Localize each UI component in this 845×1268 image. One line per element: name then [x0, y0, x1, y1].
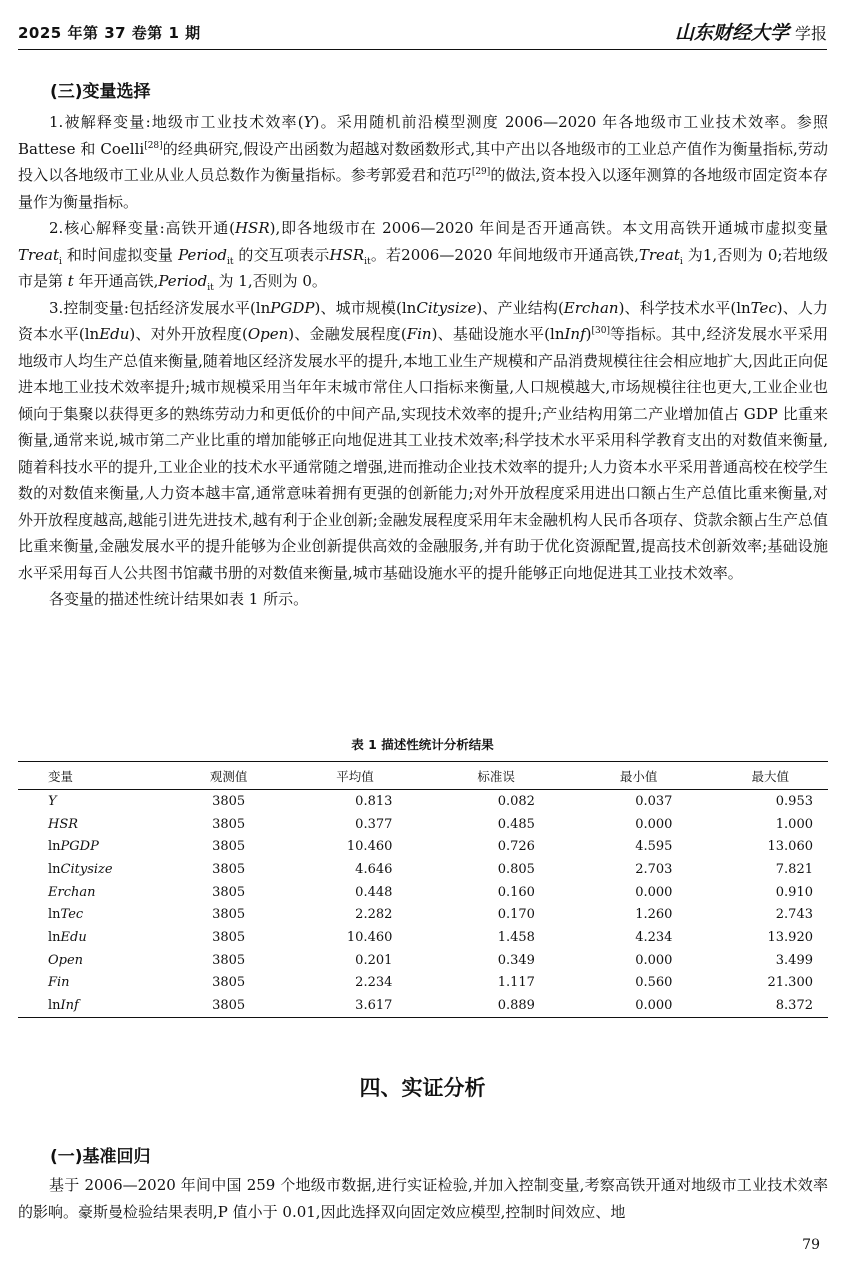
- cell-mean: 2.234: [355, 975, 393, 991]
- cell-min: 4.234: [635, 929, 673, 945]
- cell-mean: 2.282: [355, 907, 393, 923]
- cell-variable: Y: [48, 793, 57, 809]
- cell-observations: 3805: [212, 929, 246, 945]
- cell-std-error: 1.117: [497, 975, 535, 991]
- cell-variable: lnInf: [18, 994, 175, 1017]
- paragraph-baseline: 基于 2006—2020 年间中国 259 个地级市数据,进行实证检验,并加入控制变量,考察高铁开通对地级市工业技术效率的影响。豪斯曼检验结果表明,P 值小于 0.01,因此选择双向固定效应模型,控制时间效应、地: [18, 1176, 828, 1221]
- cell-variable: Open: [48, 952, 84, 968]
- cell-min: 4.595: [635, 839, 673, 855]
- journal-suffix: 学报: [794, 24, 827, 43]
- cell-observations: 3805: [212, 975, 246, 991]
- column-header: 平均值: [283, 762, 428, 790]
- cell-min: 0.037: [635, 793, 673, 809]
- cell-observations: 3805: [175, 994, 283, 1017]
- paragraph-core-variable: 2.核心解释变量:高铁开通(HSR),即各地级市在 2006—2020 年间是否开通高铁。本文用高铁开通城市虚拟变量 Treat$_i$ 和时间虚拟变量 Period$_{it}$ 的交互项表示$HSR_{it}$。若2006—2020 年间地级市开通高铁,Treat$_i$ 为1,否则为 0;若地级市是第 t 年开通高铁,Period$_{it}$ 为 1,否则为 0。: [18, 219, 828, 293]
- cell-max: 0.910: [775, 884, 813, 900]
- cell-variable: Erchan: [48, 884, 96, 900]
- cell-observations: 3805: [212, 816, 246, 832]
- journal-issue: 2025 年第 37 卷第 1 期: [18, 24, 201, 42]
- paragraph-control-variables: 3.控制变量:包括经济发展水平(lnPGDP)、城市规模(lnCitysize)、产业结构(Erchan)、科学技术水平(lnTec)、人力资本水平(lnEdu)、对外开放程度(Open)、金融发展程度(Fin)、基础设施水平(lnInf)[30]等指标。其中,经济发展水平采用地级市人均生产总值来衡量,随着地区经济发展水平的提升,本地工业生产规模和产品消费规模往往会相应地扩大,因此正向促进本地工业技术效率提升;城市规模采用当年年末城市常住人口指标来衡量,人口规模越大,市场规模往往也更大,工业企业也倾向于集聚以获得更多的熟练劳动力和更低价的中间产品,实现技术效率的提升;产业结构用第二产业增加值占 GDP 比重来衡量,通常来说,城市第二产业比重的增加能够正向地促进其工业技术效率;科学技术水平采用科学教育支出的对数值来衡量,随着科技水平的提升,工业企业的技术水平通常随之增强,进而推动企业技术效率的提升;人力资本水平采用普通高校在校学生数的对数值来衡量,人力资本越丰富,通常意味着拥有更强的创新能力;对外开放程度采用进出口额占生产总值比重来衡量,对外开放程度越高,越能引进先进技术,越有利于企业创新;金融发展程度采用年末金融机构人民币各项存、贷款余额占生产总值比重来衡量,金融发展水平的提升能够为企业创新提供高效的金融服务,并有助于优化资源配置,提高技术创新效率;基础设施水平采用每百人公共图书馆藏书册的对数值来衡量,城市基础设施水平的提升能够正向地促进其工业技术效率。: [18, 298, 828, 582]
- cell-observations: 3805: [212, 952, 246, 968]
- section-title-empirical: 四、实证分析: [359, 1076, 486, 1100]
- column-header: 最小值: [565, 762, 713, 790]
- cell-min: 0.000: [635, 952, 673, 968]
- table-row: [18, 790, 828, 813]
- cell-min: 0.000: [635, 816, 673, 832]
- cell-std-error: 0.485: [497, 816, 535, 832]
- cell-std-error: 0.160: [497, 884, 535, 900]
- cell-min: 0.560: [635, 975, 673, 991]
- table-row: [18, 949, 828, 972]
- cell-mean: 0.201: [355, 952, 393, 968]
- table-caption: 表 1 描述性统计分析结果: [351, 737, 494, 752]
- cell-observations: 3805: [212, 839, 246, 855]
- journal-brand: [675, 18, 827, 45]
- cell-std-error: 0.170: [497, 907, 535, 923]
- cell-variable: lnPGDP: [48, 839, 99, 855]
- table-row: [18, 881, 828, 904]
- cell-max: 0.953: [775, 793, 813, 809]
- cell-max: 21.300: [767, 975, 813, 991]
- table-row: [18, 903, 828, 926]
- table-row: [18, 972, 828, 995]
- cell-variable: lnTec: [48, 907, 84, 923]
- column-header: 标准误: [427, 762, 565, 790]
- cell-std-error: 0.805: [497, 861, 535, 877]
- column-header: 变量: [18, 762, 175, 790]
- cell-observations: 3805: [212, 907, 246, 923]
- cell-max: 2.743: [775, 907, 813, 923]
- section-3-body: [18, 109, 828, 613]
- journal-logo: 山东财经大学: [674, 22, 789, 44]
- cell-max: 13.060: [767, 839, 813, 855]
- cell-mean: 0.813: [355, 793, 393, 809]
- cell-mean: 4.646: [355, 861, 393, 877]
- cell-max: 1.000: [775, 816, 813, 832]
- table-row: [18, 858, 828, 881]
- table-row: [18, 926, 828, 949]
- column-header: 最大值: [712, 762, 828, 790]
- cell-std-error: 1.458: [497, 929, 535, 945]
- section-4-body: [18, 1172, 828, 1225]
- cell-min: 1.260: [635, 907, 673, 923]
- cell-std-error: 0.349: [497, 952, 535, 968]
- paragraph-table-intro: 各变量的描述性统计结果如表 1 所示。: [49, 590, 309, 608]
- cell-observations: 3805: [212, 884, 246, 900]
- cell-std-error: 0.726: [497, 839, 535, 855]
- cell-observations: 3805: [212, 861, 246, 877]
- table-row: [18, 994, 828, 1017]
- section-heading-baseline: (一)基准回归: [50, 1147, 151, 1167]
- cell-min: 0.000: [635, 884, 673, 900]
- cell-mean: 0.377: [355, 816, 393, 832]
- cell-min: 0.000: [565, 994, 713, 1017]
- cell-min: 2.703: [635, 861, 673, 877]
- header-rule: [18, 49, 827, 50]
- cell-max: 8.372: [712, 994, 828, 1017]
- cell-mean: 3.617: [283, 994, 428, 1017]
- running-header: [18, 18, 827, 48]
- table-row: [18, 835, 828, 858]
- cell-mean: 10.460: [346, 839, 393, 855]
- cell-max: 7.821: [775, 861, 813, 877]
- cell-max: 13.920: [767, 929, 813, 945]
- cell-variable: HSR: [48, 816, 79, 832]
- cell-std-error: 0.889: [427, 994, 565, 1017]
- cell-max: 3.499: [775, 952, 813, 968]
- cell-mean: 0.448: [355, 884, 393, 900]
- cell-mean: 10.460: [346, 929, 393, 945]
- paragraph-dependent-variable: 1.被解释变量:地级市工业技术效率(Y)。采用随机前沿模型测度 2006—2020 年各地级市工业技术效率。参照 Battese 和 Coelli[28]的经典研究,假设产出函数为超越对数函数形式,其中产出以各地级市的工业总产值作为衡量指标,劳动投入以各地级市工业从业人员总数作为衡量指标。参考郭爱君和范巧[29]的做法,资本投入以逐年测算的各地级市固定资本存量作为衡量指标。: [18, 113, 828, 211]
- cell-variable: Fin: [48, 975, 70, 991]
- table-row: [18, 813, 828, 836]
- cell-observations: 3805: [212, 793, 246, 809]
- cell-std-error: 0.082: [497, 793, 535, 809]
- cell-variable: lnEdu: [48, 929, 87, 945]
- descriptive-stats-table: [18, 761, 828, 1018]
- section-heading-variables: (三)变量选择: [50, 82, 151, 102]
- column-header: 观测值: [175, 762, 283, 790]
- cell-variable: lnCitysize: [48, 861, 113, 877]
- table-header-row: [18, 762, 828, 790]
- page-number: 79: [802, 1237, 820, 1253]
